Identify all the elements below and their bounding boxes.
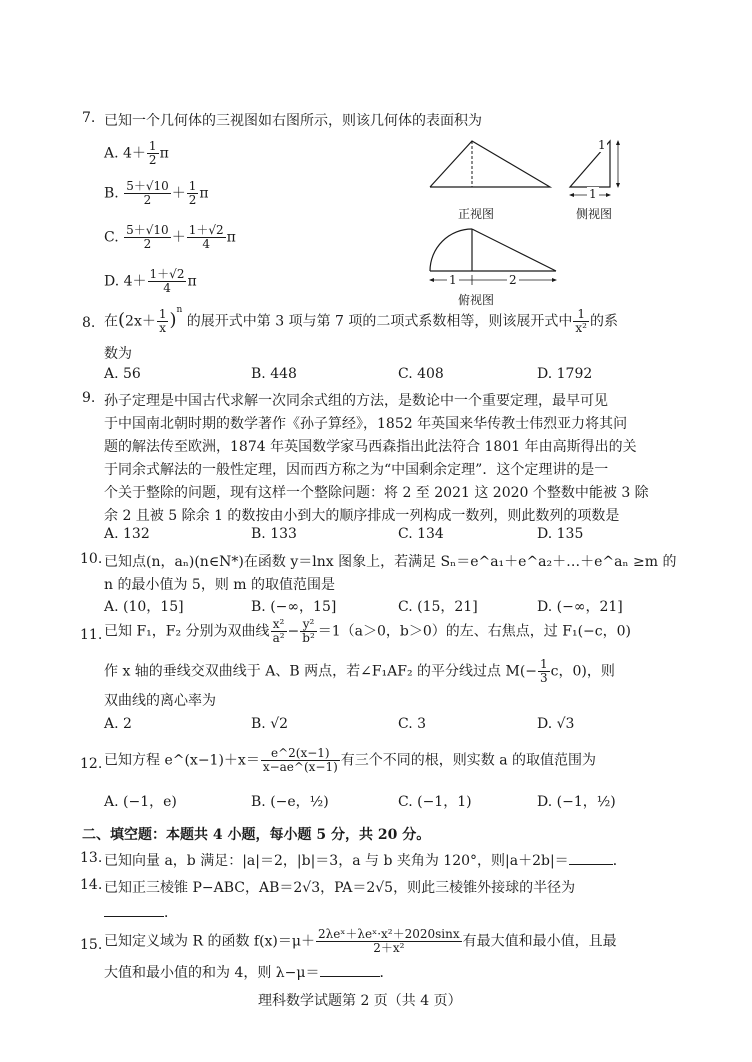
q12-option-d: D. (−1，½) bbox=[537, 794, 616, 810]
top-view-arc bbox=[430, 229, 472, 271]
q7-b-frac2-den: 2 bbox=[188, 193, 197, 207]
q11-frac-third-num: 1 bbox=[540, 657, 548, 671]
q11-frac-third-den: 3 bbox=[540, 671, 548, 685]
q10-number: 10. bbox=[80, 551, 103, 567]
q9-option-d: D. 135 bbox=[537, 526, 584, 542]
q7-c-frac1-num: 5＋√10 bbox=[126, 223, 169, 237]
q13-text: 已知向量 a，b 满足：|a|＝2，|b|＝3，a 与 b 夹角为 120°，则|a＋2b|＝ bbox=[104, 853, 569, 869]
q15-line1-pre: 已知定义域为 R 的函数 f(x)＝μ＋ bbox=[104, 933, 315, 950]
q7-b-frac2 bbox=[187, 180, 199, 207]
q7-option-b-label: B. bbox=[104, 185, 119, 202]
q8-line1: 在(2x＋ $\frac{1}{x}$ )$^n$ 的展开式中第 3 项与第 7 项的二项式系数相等，则该展开式中 $\frac{1}{\text{x²}}$ 的系 bbox=[104, 304, 618, 335]
q7-number: 7. bbox=[82, 110, 96, 126]
q11-line2 bbox=[104, 658, 615, 685]
q10-option-a: A. (10，15] bbox=[104, 599, 184, 615]
q9-line-5: 个关于整除的问题，现有这样一个整除问题：将 2 至 2021 这 2020 个整数中能被 3 除 bbox=[104, 485, 649, 501]
q13-number: 13. bbox=[80, 850, 103, 866]
section-fill-in-title: 二、填空题：本题共 4 小题，每小题 5 分，共 20 分。 bbox=[82, 827, 431, 843]
q8-inner-frac-num: 1 bbox=[158, 307, 167, 321]
q15-line1-post: 有最大值和最小值，且最 bbox=[462, 933, 617, 950]
q11-line1-pre: 已知 F₁，F₂ 分别为双曲线 bbox=[104, 623, 270, 640]
q7-c-frac2-num: 1＋√2 bbox=[188, 223, 224, 237]
q8-target-frac-num: 1 bbox=[573, 308, 589, 322]
q9-line-3: 题的解法传至欧洲，1874 年英国数学家马西森指出此法符合 1801 年由高斯得出的关 bbox=[104, 439, 637, 455]
q10-line1: 已知点(n，aₙ)(n∈N*)在函数 y＝lnx 图象上，若满足 Sₙ＝e^a₁＋e^a₂＋…＋e^aₙ ≥m 的 bbox=[104, 554, 677, 570]
front-view-triangle bbox=[430, 141, 550, 187]
q10-option-c: C. (15，21] bbox=[398, 599, 478, 615]
q7-c-frac2-den: 4 bbox=[202, 237, 210, 251]
q11-number: 11. bbox=[80, 627, 103, 643]
q9-line-2: 于中国南北朝时期的数学著作《孙子算经》，1852 年英国来华传教士伟烈亚力将其问 bbox=[104, 416, 628, 432]
q11-line1: 已知 F₁，F₂ 分别为双曲线 $\frac{\text{x²}}{\text{a²}}$ − $\frac{\text{y²}}{\text{b²}}$ ＝1（a＞0，b＞0）的左、右焦点，过 F₁(−c，0) bbox=[104, 617, 631, 645]
q15-answer-blank[interactable] bbox=[320, 962, 380, 977]
side-dim-arrow-down bbox=[616, 183, 620, 188]
top-view-label: 俯视图 bbox=[458, 293, 495, 307]
q8-post: 的展开式中第 3 项与第 7 项的二项式系数相等，则该展开式中 bbox=[186, 313, 573, 330]
q14-text: 已知正三棱锥 P−ABC，AB＝2√3，PA＝2√5，则此三棱锥外接球的半径为 bbox=[104, 880, 576, 896]
q9-option-b: B. 133 bbox=[251, 526, 297, 542]
q8-inner-frac bbox=[157, 308, 169, 335]
q11-frac-x-den: a² bbox=[272, 631, 285, 645]
q12-line1-post: 有三个不同的根，则实数 a 的取值范围为 bbox=[340, 752, 597, 769]
q7-d-frac-den: 4 bbox=[163, 281, 171, 295]
q8-pre: 在 bbox=[104, 313, 118, 330]
q12-option-c: C. (−1，1) bbox=[398, 794, 472, 810]
side-dim-arrow-left bbox=[569, 193, 574, 197]
q7-d-pi: π bbox=[187, 273, 197, 290]
q7-c-frac2 bbox=[187, 224, 226, 251]
side-dim-arrow-right bbox=[606, 193, 611, 197]
q11-line1-post: ＝1（a＞0，b＞0）的左、右焦点，过 F₁(−c，0) bbox=[317, 623, 631, 640]
q12-option-b: B. (−e，½) bbox=[251, 794, 329, 810]
q8-target-frac bbox=[573, 308, 589, 335]
q7-option-d-label: D. 4＋ bbox=[104, 273, 147, 290]
q11-frac-y bbox=[300, 618, 317, 645]
q11-option-a: A. 2 bbox=[104, 716, 132, 732]
q15-line1 bbox=[104, 928, 617, 955]
q11-frac-y-num: y² bbox=[300, 618, 317, 632]
q7-d-frac bbox=[148, 268, 187, 295]
side-dim-arrow-up bbox=[616, 140, 620, 145]
side-view-dim-1-width: 1 bbox=[589, 187, 597, 201]
q9-option-c: C. 134 bbox=[398, 526, 444, 542]
q7-a-frac-den: 2 bbox=[148, 153, 157, 167]
q7-b-frac2-num: 1 bbox=[188, 179, 197, 193]
q7-d-frac-num: 1＋√2 bbox=[149, 267, 185, 281]
top-view-dim-1: 1 bbox=[449, 273, 457, 287]
side-view-dim-1-height: 1 bbox=[598, 138, 606, 152]
q7-b-frac1-num: 5＋√10 bbox=[126, 179, 169, 193]
q9-number: 9. bbox=[82, 390, 96, 406]
q14-number: 14. bbox=[80, 877, 103, 893]
q12-line1 bbox=[104, 747, 596, 774]
q15-line2: 大值和最小值的和为 4，则 λ−μ＝ ． bbox=[104, 962, 394, 982]
top-view-dim-2: 2 bbox=[509, 273, 517, 287]
q9-option-a: A. 132 bbox=[104, 526, 150, 542]
q8-paren-open: ( bbox=[118, 309, 126, 331]
q10-option-b: B. (−∞，15] bbox=[251, 599, 337, 615]
q7-option-c-label: C. bbox=[104, 229, 119, 246]
q7-b-frac1-den: 2 bbox=[143, 193, 152, 207]
page-footer: 理科数学试题第 2 页（共 4 页） bbox=[258, 993, 462, 1009]
q7-stem: 已知一个几何体的三视图如右图所示，则该几何体的表面积为 bbox=[104, 113, 482, 129]
q11-option-d: D. √3 bbox=[537, 716, 575, 732]
q11-frac-y-den: b² bbox=[302, 631, 315, 645]
q15-frac-num: 2λeˣ＋λeˣ·x²＋2020sinx bbox=[318, 927, 460, 941]
q10-line2: n 的最小值为 5，则 m 的取值范围是 bbox=[104, 577, 335, 593]
q7-c-plus: ＋ bbox=[171, 229, 186, 246]
q8-target-frac-den: x² bbox=[575, 321, 587, 335]
q11-line3: 双曲线的离心率为 bbox=[104, 693, 216, 709]
q15-frac bbox=[316, 928, 462, 955]
q14-answer-blank[interactable] bbox=[104, 902, 164, 917]
q12-frac-num: e^2(x−1) bbox=[261, 747, 340, 761]
q15-line2-text: 大值和最小值的和为 4，则 λ−μ＝ bbox=[104, 965, 320, 981]
q9-line-1: 孙子定理是中国古代求解一次同余式组的方法，是数论中一个重要定理，最早可见 bbox=[104, 393, 608, 409]
q12-option-a: A. (−1，e) bbox=[104, 794, 177, 810]
q11-line2-pre: 作 x 轴的垂线交双曲线于 A、B 两点，若∠F₁AF₂ 的平分线过点 M(− bbox=[104, 663, 538, 680]
q10-option-d: D. (−∞，21] bbox=[537, 599, 623, 615]
q8-inner-frac-den: x bbox=[159, 321, 167, 335]
q12-line1-pre: 已知方程 e^(x−1)＋x＝ bbox=[104, 752, 260, 769]
q9-line-6: 余 2 且被 5 除余 1 的数按由小到大的顺序排成一列构成一数列，则此数列的项数是 bbox=[104, 508, 620, 524]
q8-exponent-n: n bbox=[176, 304, 183, 315]
q11-line2-post: c，0)，则 bbox=[550, 663, 615, 680]
q7-option-c bbox=[104, 224, 236, 251]
q8-line2: 数为 bbox=[104, 346, 132, 362]
q8-option-c: C. 408 bbox=[398, 366, 444, 382]
q15-number: 15. bbox=[80, 937, 103, 953]
q11-frac-third bbox=[538, 658, 550, 685]
q7-option-a-text: A. 4＋ bbox=[104, 145, 146, 162]
q7-c-pi: π bbox=[226, 229, 236, 246]
top-view-hypotenuse bbox=[472, 229, 556, 271]
q12-number: 12. bbox=[80, 756, 103, 772]
q8-number: 8. bbox=[82, 315, 96, 331]
q7-b-plus: ＋ bbox=[171, 185, 186, 202]
q7-option-b bbox=[104, 180, 209, 207]
q7-a-pi: π bbox=[159, 145, 169, 162]
q11-option-c: C. 3 bbox=[398, 716, 427, 732]
q7-option-a bbox=[104, 140, 169, 167]
q8-option-b: B. 448 bbox=[251, 366, 297, 382]
q14-answer-line: ． bbox=[104, 902, 178, 922]
q9-line-4: 于同余式解法的一般性定理，因而西方称之为“中国剩余定理”．这个定理讲的是一 bbox=[104, 462, 609, 478]
q12-frac-den: x−ae^(x−1) bbox=[262, 760, 338, 774]
q11-frac-x-num: x² bbox=[271, 618, 287, 632]
q8-option-a: A. 56 bbox=[104, 366, 141, 382]
front-view bbox=[430, 141, 550, 187]
q15-frac-den: 2＋x² bbox=[373, 941, 405, 955]
q7-b-frac1 bbox=[124, 180, 171, 207]
top-dim-arrow-left bbox=[429, 278, 434, 282]
top-dim-arrow-right bbox=[552, 278, 557, 282]
q7-b-pi: π bbox=[199, 185, 209, 202]
q7-a-frac bbox=[147, 140, 159, 167]
q7-option-d bbox=[104, 268, 197, 295]
q8-paren-close: ) bbox=[169, 309, 177, 331]
q7-c-frac1 bbox=[124, 224, 171, 251]
q13-answer-blank[interactable] bbox=[569, 850, 613, 865]
q8-end: 的系 bbox=[589, 313, 618, 330]
q11-frac-x bbox=[271, 618, 287, 645]
q13-line: 已知向量 a，b 满足：|a|＝2，|b|＝3，a 与 b 夹角为 120°，则|a＋2b|＝ ． bbox=[104, 850, 627, 870]
q8-option-d: D. 1792 bbox=[537, 366, 593, 382]
front-view-label: 正视图 bbox=[458, 207, 495, 221]
side-view-label: 侧视图 bbox=[576, 207, 613, 221]
q11-option-b: B. √2 bbox=[251, 716, 289, 732]
q12-frac bbox=[261, 747, 340, 774]
q7-c-frac1-den: 2 bbox=[143, 237, 152, 251]
q7-a-frac-num: 1 bbox=[148, 139, 157, 153]
